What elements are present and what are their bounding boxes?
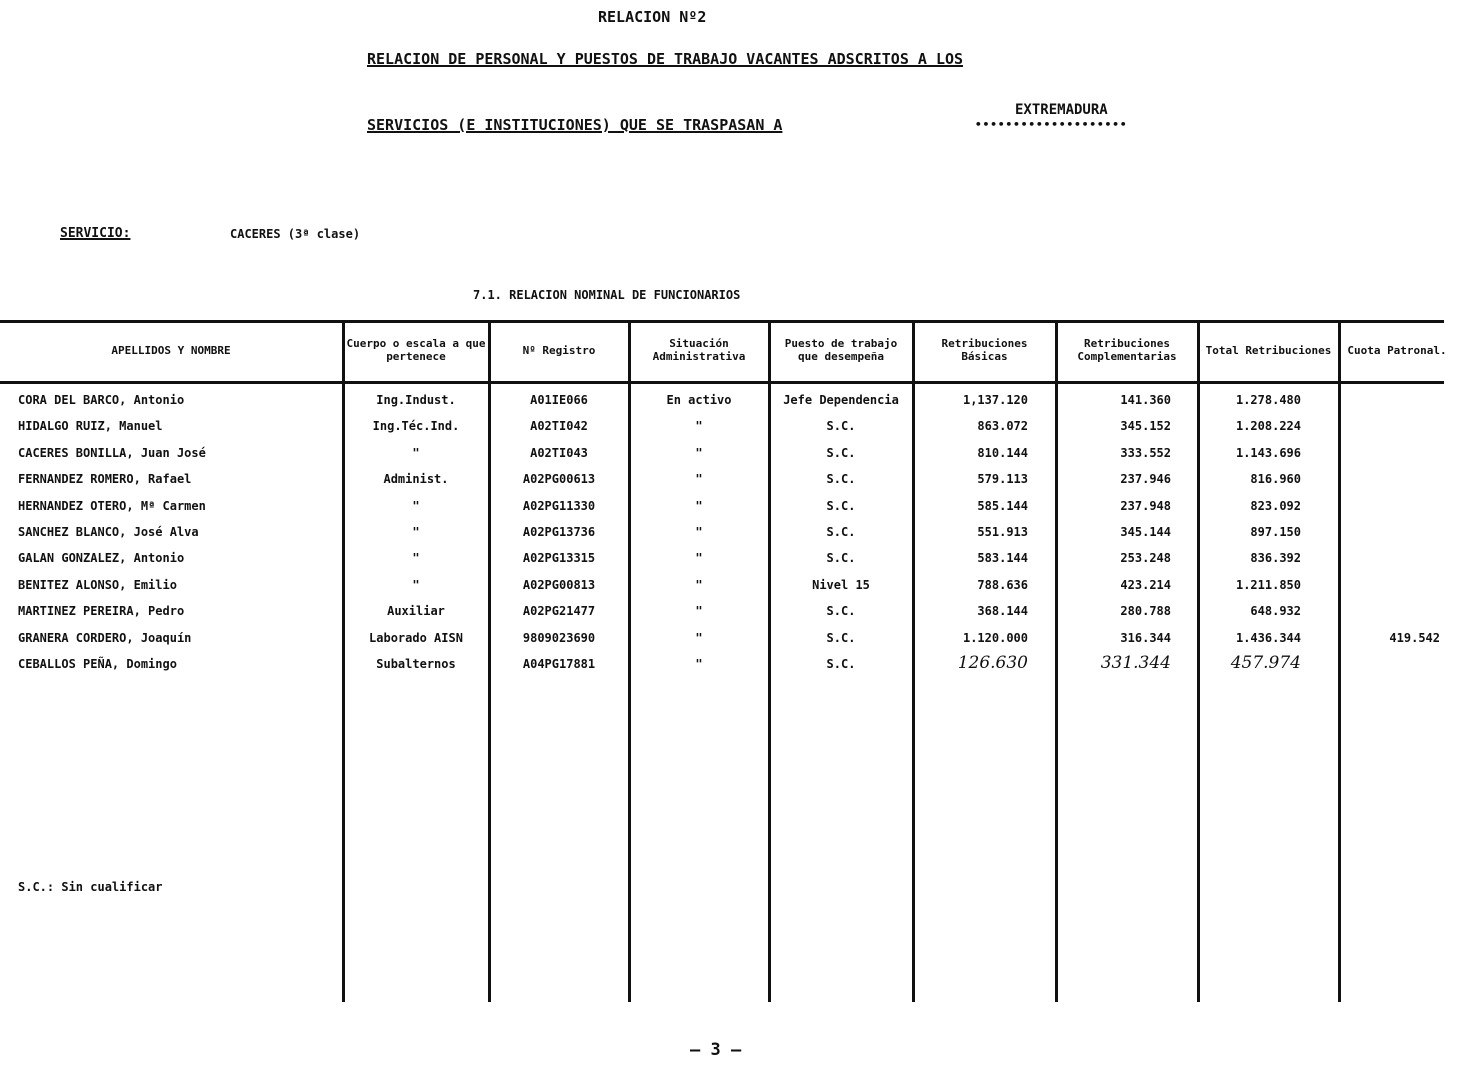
document-title-line1: RELACION DE PERSONAL Y PUESTOS DE TRABAJO VACANTES ADSCRITOS A LOS: [367, 50, 964, 68]
cell-name: CACERES BONILLA, Juan José: [18, 445, 206, 460]
cell-position: S.C.: [826, 498, 856, 513]
cell-total-pay: 816.960: [1250, 472, 1301, 487]
cell-basic-pay: 126.630: [957, 653, 1028, 673]
cell-complementary-pay: 345.144: [1120, 525, 1171, 539]
region-name: EXTREMADURA: [1015, 102, 1108, 118]
cell-situation: ": [695, 498, 703, 513]
cell-position: Jefe Dependencia: [783, 393, 899, 407]
cell-basic-pay: 579.113: [977, 472, 1028, 487]
cell-name: HIDALGO RUIZ, Manuel: [18, 419, 163, 434]
relacion-number: RELACION Nº2: [598, 8, 707, 26]
cell-complementary-pay: 345.152: [1120, 419, 1171, 434]
cell-situation: ": [695, 551, 703, 566]
region-dotted-line: ••••••••••••••••••••: [975, 118, 1128, 131]
cell-corps: Administ.: [383, 472, 449, 487]
cell-position: S.C.: [826, 630, 856, 645]
cell-name: FERNANDEZ ROMERO, Rafael: [18, 472, 192, 487]
cell-position: S.C.: [826, 419, 856, 434]
header-basic-pay: Retribuciones Básicas: [941, 337, 1028, 363]
section-label: SERVICIO:: [60, 226, 131, 241]
header-name: APELLIDOS Y NOMBRE: [111, 343, 231, 357]
cell-registry: A02PG00613: [522, 472, 596, 487]
cell-complementary-pay: 331.344: [1100, 653, 1171, 673]
cell-corps: Ing.Indust.: [376, 393, 456, 407]
header-employer-quota: Cuota Patronal.: [1347, 343, 1447, 357]
column-divider: [342, 322, 345, 1002]
table-header-rule: [0, 381, 1444, 384]
header-situation: Situación Administrativa: [652, 337, 746, 363]
cell-situation: En activo: [666, 393, 732, 407]
footnote: S.C.: Sin cualificar: [18, 880, 163, 894]
cell-situation: ": [695, 445, 703, 460]
cell-name: BENITEZ ALONSO, Emilio: [18, 577, 177, 592]
cell-registry: A02PG21477: [522, 604, 596, 619]
cell-position: Nivel 15: [812, 577, 870, 592]
cell-name: MARTINEZ PEREIRA, Pedro: [18, 604, 185, 619]
cell-registry: A02PG11330: [522, 498, 596, 513]
cell-basic-pay: 1.120.000: [962, 630, 1028, 645]
cell-registry: 9809023690: [522, 630, 596, 645]
cell-corps: ": [412, 525, 420, 539]
column-divider: [628, 322, 631, 1002]
cell-situation: ": [695, 472, 703, 487]
cell-basic-pay: 1,137.120: [962, 393, 1028, 407]
cell-position: S.C.: [826, 551, 856, 566]
cell-situation: ": [695, 419, 703, 434]
header-total-pay: Total Retribuciones: [1205, 343, 1332, 357]
cell-corps: Auxiliar: [387, 604, 445, 619]
header-complementary-pay: Retribuciones Complementarias: [1077, 337, 1177, 363]
cell-total-pay: 897.150: [1250, 525, 1301, 539]
cell-total-pay: 836.392: [1250, 551, 1301, 566]
page-number: — 3 —: [690, 1040, 742, 1060]
cell-total-pay: 1.208.224: [1235, 419, 1301, 434]
cell-registry: A02TI043: [530, 445, 588, 460]
cell-registry: A02PG13736: [522, 525, 596, 539]
cell-complementary-pay: 141.360: [1120, 393, 1171, 407]
cell-position: S.C.: [826, 445, 856, 460]
cell-situation: ": [695, 577, 703, 592]
table-title: 7.1. RELACION NOMINAL DE FUNCIONARIOS: [473, 288, 741, 302]
cell-corps: Ing.Téc.Ind.: [372, 419, 460, 434]
cell-position: S.C.: [826, 657, 856, 671]
column-divider: [768, 322, 771, 1002]
cell-employer-quota: 419.542: [1389, 630, 1440, 645]
cell-corps: Subalternos: [376, 657, 456, 671]
cell-registry: A01IE066: [530, 393, 588, 407]
cell-complementary-pay: 237.946: [1120, 472, 1171, 487]
cell-total-pay: 823.092: [1250, 498, 1301, 513]
cell-basic-pay: 863.072: [977, 419, 1028, 434]
cell-situation: ": [695, 604, 703, 619]
cell-total-pay: 648.932: [1250, 604, 1301, 619]
cell-complementary-pay: 237.948: [1120, 498, 1171, 513]
cell-complementary-pay: 280.788: [1120, 604, 1171, 619]
cell-registry: A02PG00813: [522, 577, 596, 592]
cell-corps: ": [412, 577, 420, 592]
cell-basic-pay: 551.913: [977, 525, 1028, 539]
cell-corps: ": [412, 498, 420, 513]
column-divider: [1197, 322, 1200, 1002]
header-position: Puesto de trabajo que desempeña: [784, 337, 898, 363]
cell-complementary-pay: 253.248: [1120, 551, 1171, 566]
cell-situation: ": [695, 657, 703, 671]
cell-total-pay: 1.143.696: [1235, 445, 1301, 460]
cell-basic-pay: 810.144: [977, 445, 1028, 460]
header-registry: Nº Registro: [522, 343, 596, 357]
cell-complementary-pay: 333.552: [1120, 445, 1171, 460]
column-divider: [488, 322, 491, 1002]
header-corps: Cuerpo o escala a que pertenece: [346, 337, 486, 363]
column-divider: [1338, 322, 1341, 1002]
section-value: CACERES (3ª clase): [230, 227, 361, 241]
cell-registry: A02PG13315: [522, 551, 596, 566]
cell-complementary-pay: 316.344: [1120, 630, 1171, 645]
cell-total-pay: 457.974: [1230, 653, 1301, 673]
cell-total-pay: 1.436.344: [1235, 630, 1301, 645]
cell-position: S.C.: [826, 472, 856, 487]
cell-corps: Laborado AISN: [369, 630, 463, 645]
cell-registry: A04PG17881: [522, 657, 596, 671]
cell-name: SANCHEZ BLANCO, José Alva: [18, 525, 199, 539]
cell-name: GALAN GONZALEZ, Antonio: [18, 551, 185, 566]
cell-basic-pay: 583.144: [977, 551, 1028, 566]
cell-name: HERNANDEZ OTERO, Mª Carmen: [18, 498, 206, 513]
column-divider: [1055, 322, 1058, 1002]
cell-registry: A02TI042: [530, 419, 588, 434]
cell-corps: ": [412, 445, 420, 460]
cell-total-pay: 1.211.850: [1235, 577, 1301, 592]
cell-basic-pay: 368.144: [977, 604, 1028, 619]
cell-corps: ": [412, 551, 420, 566]
cell-total-pay: 1.278.480: [1235, 393, 1301, 407]
document-title-line2: SERVICIOS (E INSTITUCIONES) QUE SE TRASPASAN A: [367, 116, 783, 134]
cell-basic-pay: 585.144: [977, 498, 1028, 513]
cell-name: CORA DEL BARCO, Antonio: [18, 393, 185, 407]
cell-name: GRANERA CORDERO, Joaquín: [18, 630, 192, 645]
cell-name: CEBALLOS PEÑA, Domingo: [18, 657, 177, 671]
cell-position: S.C.: [826, 525, 856, 539]
column-divider: [912, 322, 915, 1002]
cell-complementary-pay: 423.214: [1120, 577, 1171, 592]
cell-situation: ": [695, 630, 703, 645]
cell-position: S.C.: [826, 604, 856, 619]
cell-situation: ": [695, 525, 703, 539]
cell-basic-pay: 788.636: [977, 577, 1028, 592]
